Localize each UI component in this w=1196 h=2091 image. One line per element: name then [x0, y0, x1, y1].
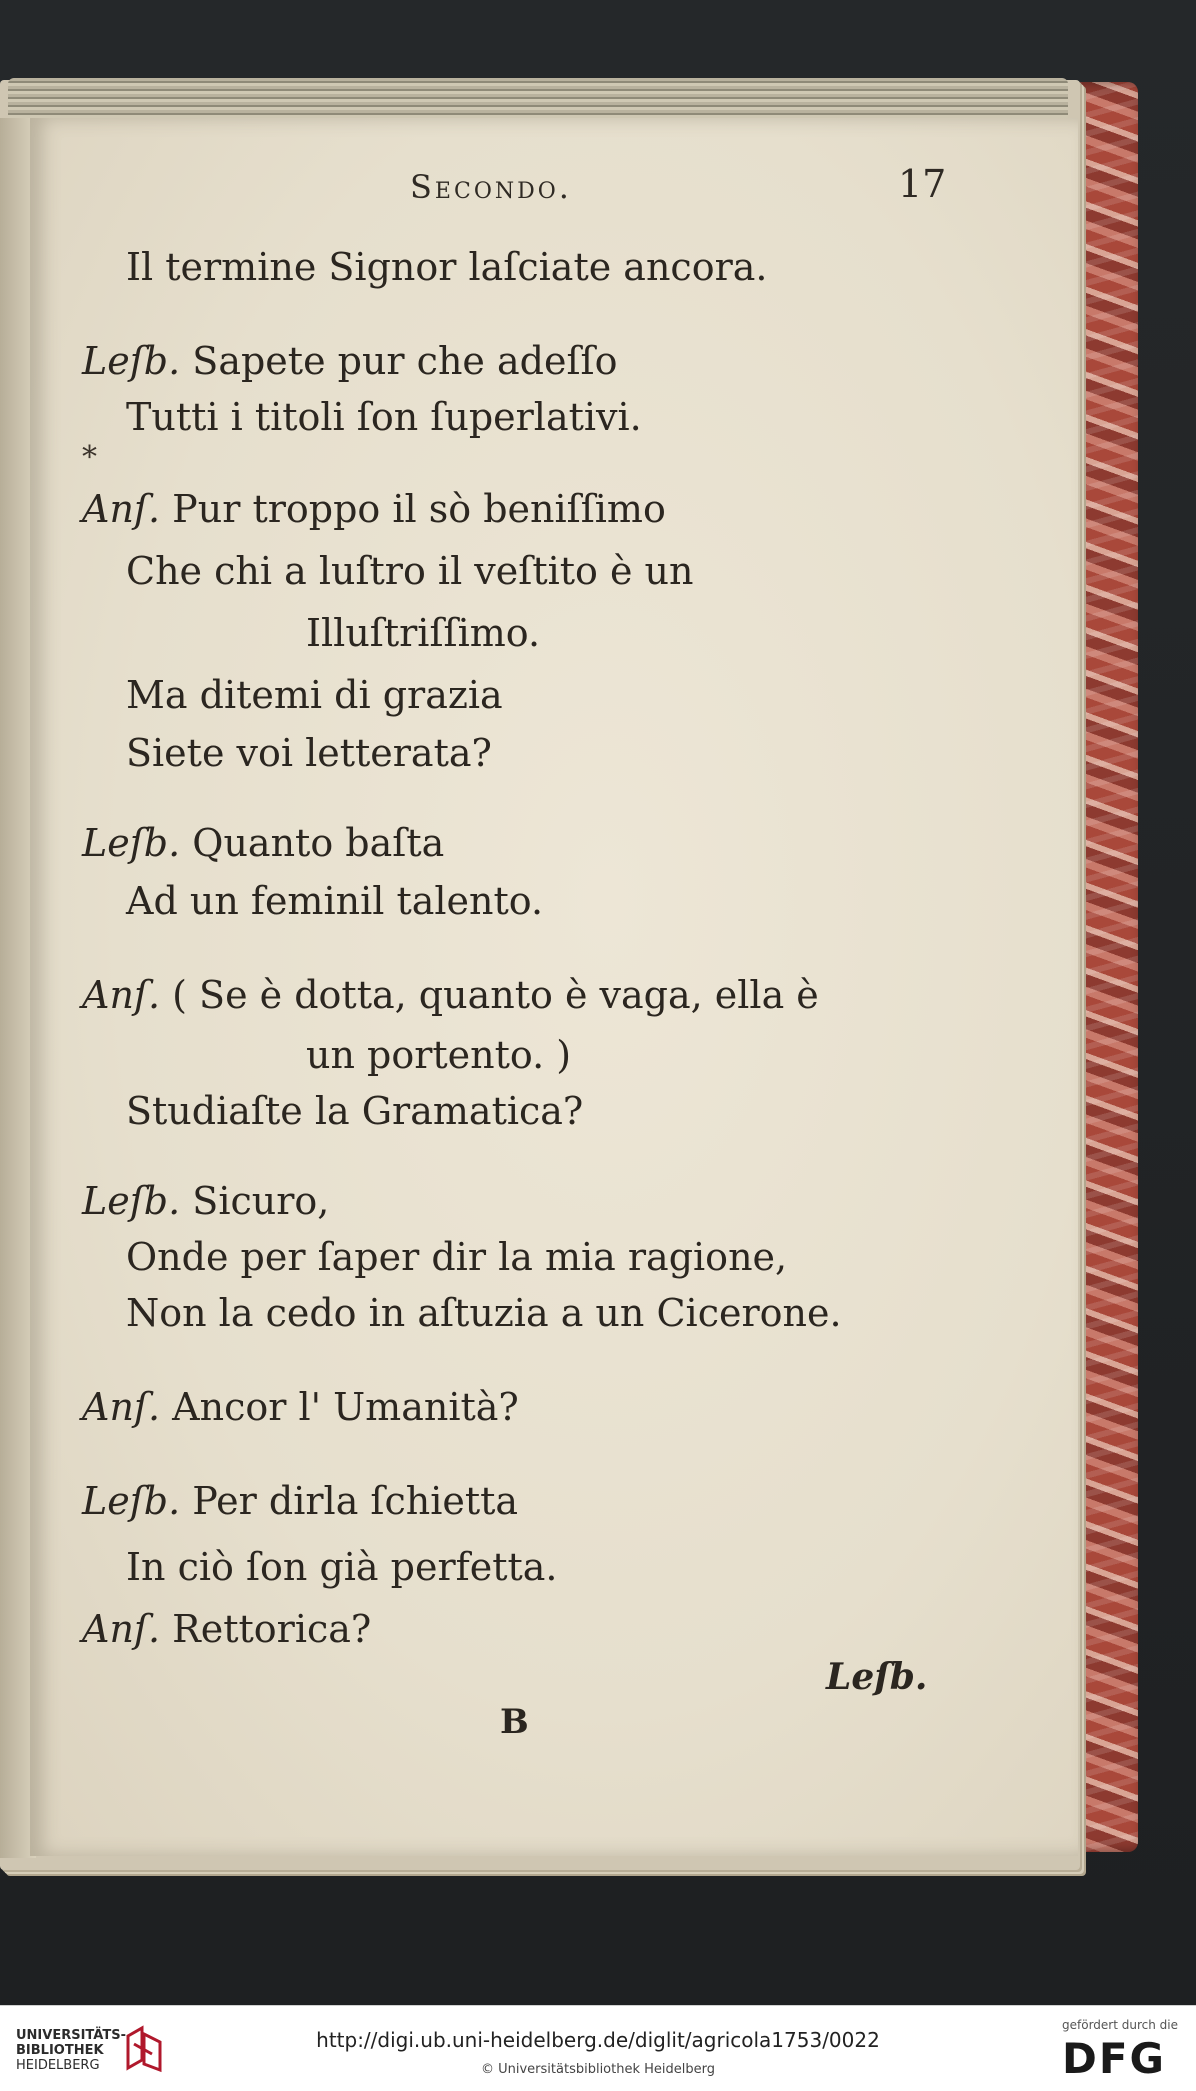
- text-line: Che chi a luſtro il veſtito è un: [126, 549, 694, 593]
- viewer-footer: [0, 2005, 1196, 2091]
- text-line: Leſb. Sicuro,: [82, 1179, 330, 1223]
- signature-mark: B: [500, 1702, 529, 1742]
- text-line: Anſ. Rettorica?: [82, 1607, 372, 1651]
- text-line: Non la cedo in aſtuzia a un Cicerone.: [126, 1291, 842, 1335]
- text-line: Anſ. ( Se è dotta, quanto è vaga, ella è: [82, 973, 819, 1017]
- text-line: Leſb. Quanto baſta: [82, 821, 445, 865]
- catchword: Leſb.: [826, 1656, 928, 1698]
- funder-note: gefördert durch die: [1062, 2018, 1178, 2032]
- text-line: Ma ditemi di grazia: [126, 673, 503, 717]
- text-line: Il termine Signor laſciate ancora.: [126, 245, 768, 289]
- text-line: Illuſtriſſimo.: [306, 611, 541, 655]
- library-name: UNIVERSITÄTS- BIBLIOTHEK HEIDELBERG: [16, 2028, 126, 2073]
- page-number: 17: [898, 162, 947, 206]
- permalink-url[interactable]: http://digi.ub.uni-heidelberg.de/diglit/agricola1753/0022: [316, 2028, 880, 2052]
- text-line: Leſb. Per dirla ſchietta: [82, 1479, 519, 1523]
- text-line: Tutti i titoli ſon ſuperlativi.: [126, 395, 642, 439]
- text-line: Studiaſte la Gramatica?: [126, 1089, 584, 1133]
- dfg-logo: DFG: [1062, 2034, 1167, 2083]
- text-line: Onde per ſaper dir la mia ragione,: [126, 1235, 788, 1279]
- text-line: Anſ. Pur troppo il sò beniſſimo: [82, 487, 666, 531]
- asterisk-ornament: *: [82, 440, 97, 475]
- text-line: Leſb. Sapete pur che adeſſo: [82, 339, 618, 383]
- text-line: In ciò ſon già perfetta.: [126, 1545, 558, 1589]
- running-head: Secondo.: [410, 168, 572, 206]
- text-line: Ad un feminil talento.: [126, 879, 544, 923]
- copyright-note: © Universitätsbibliothek Heidelberg: [480, 2062, 715, 2077]
- text-line: un portento. ): [306, 1033, 572, 1077]
- text-line: Anſ. Ancor l' Umanità?: [82, 1385, 519, 1429]
- text-line: Siete voi letterata?: [126, 731, 492, 775]
